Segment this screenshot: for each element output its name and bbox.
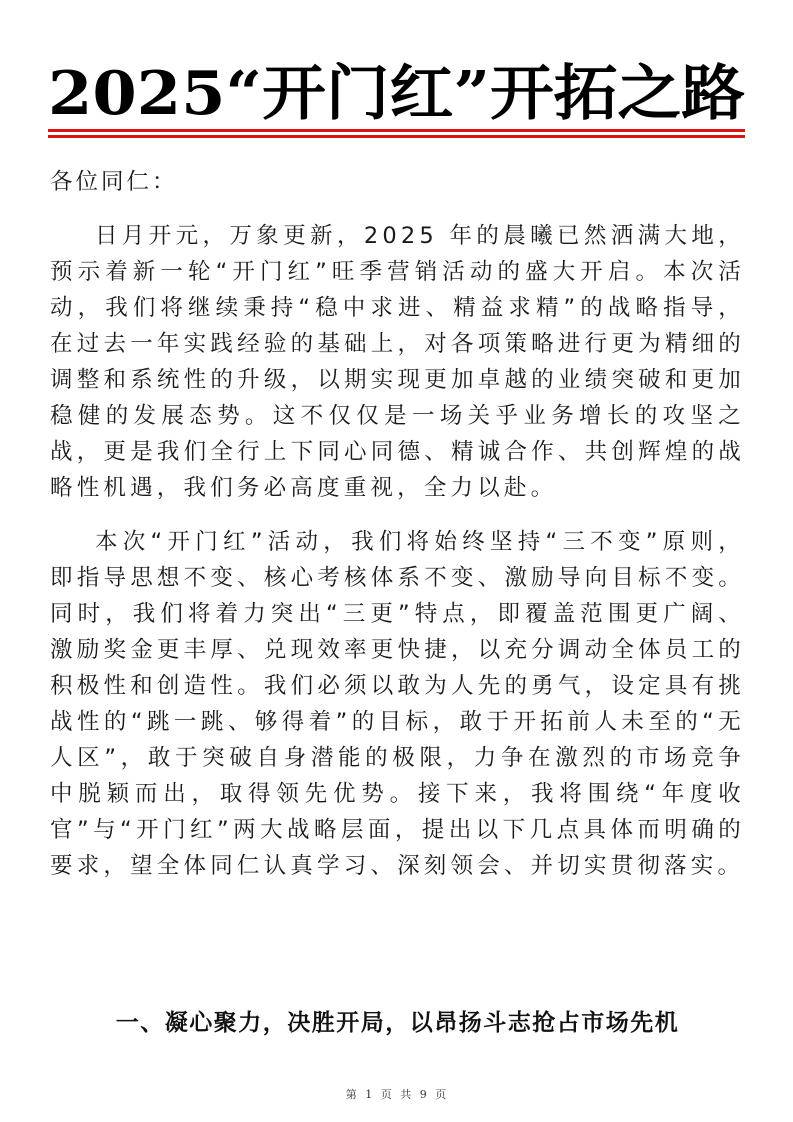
document-body [50,164,745,902]
paragraph-1: 日月开元，万象更新，2025 年的晨曦已然洒满大地，预示着新一轮“开门红”旺季营销活动的盛大开启。本次活动，我们将继续秉持“稳中求进、精益求精”的战略指导，在过去一年实践经验的基础上，对各项策略进行更为精细的调整和系统性的升级，以期实现更加卓越的业绩突破和更加稳健的发展态势。这不仅仅是一场关乎业务增长的攻坚之战，更是我们全行上下同心同德、精诚合作、共创辉煌的战略性机遇，我们务必高度重视，全力以赴。 [50,223,745,501]
salutation: 各位同仁： [50,169,178,195]
paragraph-2: 本次“开门红”活动，我们将始终坚持“三不变”原则，即指导思想不变、核心考核体系不变、激励导向目标不变。同时，我们将着力突出“三更”特点，即覆盖范围更广阔、激励奖金更丰厚、兑现效率更快捷，以充分调动全体员工的积极性和创造性。我们必须以敢为人先的勇气，设定具有挑战性的“跳一跳、够得着”的目标，敢于开拓前人未至的“无人区”，敢于突破自身潜能的极限，力争在激烈的市场竞争中脱颖而出，取得领先优势。接下来，我将围绕“年度收官”与“开门红”两大战略层面，提出以下几点具体而明确的要求，望全体同仁认真学习、深刻领会、并切实贯彻落实。 [50,529,745,879]
title-rule-upper [48,129,745,132]
document-title: 2025“开门红”开拓之路 [48,59,746,129]
section-heading: 一、凝心聚力，决胜开局，以昂扬斗志抢占市场先机 [115,1010,680,1036]
title-rule-lower [48,135,745,138]
page-footer: 第 1 页 共 9 页 [345,1088,448,1101]
